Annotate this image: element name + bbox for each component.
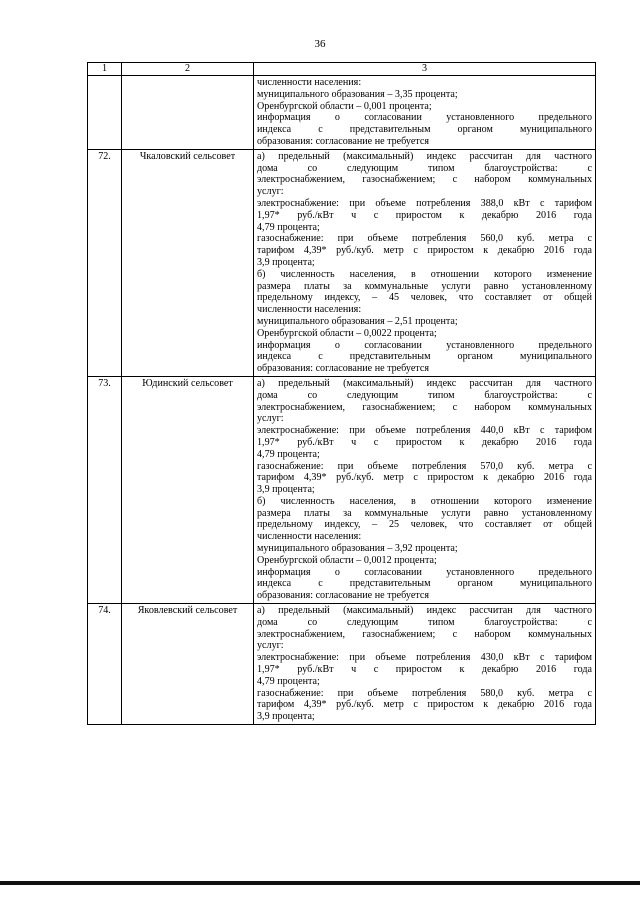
description-line: электроснабжение: при объеме потребления 440,0 кВт с тарифом [257,425,592,437]
description-line: муниципального образования – 3,35 процента; [257,88,458,100]
description-line: индекса с представительным органом муниципального [257,578,592,590]
description-line: образования: согласование не требуется [257,590,429,602]
description-line: муниципального образования – 2,51 процента; [257,315,458,327]
description-line: тарифом 4,39* руб./куб. метр с приростом к декабрю 2016 года [257,245,592,257]
description-line: численности населения: [257,531,362,543]
description-line: тарифом 4,39* руб./куб. метр с приростом к декабрю 2016 года [257,699,592,711]
description-line: размера платы за коммунальные услуги равно установленному [257,507,592,519]
municipality-name: Чкаловский сельсовет [122,149,254,376]
description-line: численности населения: [257,304,362,316]
description-line: 1,97* руб./кВт ч с приростом к декабрю 2016 года [257,436,592,448]
tariff-index-table [87,62,596,725]
description-line: Оренбургской области – 0,0022 процента; [257,327,437,339]
description-line: муниципального образования – 3,92 процента; [257,543,458,555]
description-line: а) предельный (максимальный) индекс рассчитан для частного [257,377,592,389]
row-number: 73. [88,376,122,603]
description-line: газоснабжение: при объеме потребления 570,0 куб. метра с [257,460,592,472]
description-line: 1,97* руб./кВт ч с приростом к декабрю 2016 года [257,209,592,221]
description-line: газоснабжение: при объеме потребления 580,0 куб. метра с [257,687,592,699]
description-line: тарифом 4,39* руб./куб. метр с приростом к декабрю 2016 года [257,472,592,484]
description-line: услуг: [257,640,284,652]
description-line: электроснабжением, газоснабжением; с набором коммунальных [257,174,592,186]
table-row [88,76,596,150]
description-line: информация о согласовании установленного предельного [257,112,592,124]
description-line: а) предельный (максимальный) индекс рассчитан для частного [257,150,592,162]
description-line: индекса с представительным органом муниципального [257,124,592,136]
row-number: 72. [88,149,122,376]
description-line: электроснабжение: при объеме потребления 430,0 кВт с тарифом [257,652,592,664]
description-line: 4,79 процента; [257,675,320,687]
description-line: 3,9 процента; [257,484,315,496]
description-line: Оренбургской области – 0,001 процента; [257,100,432,112]
description-line: размера платы за коммунальные услуги равно установленному [257,280,592,292]
description-line: б) численность населения, в отношении которого изменение [257,268,592,280]
description-line: предельному индексу, – 45 человек, что составляет от общей [257,292,592,304]
description-line: электроснабжением, газоснабжением; с набором коммунальных [257,401,592,413]
description-line: дома со следующим типом благоустройства: с [257,162,592,174]
description-line: услуг: [257,186,284,198]
municipality-name: Юдинский сельсовет [122,376,254,603]
index-description [254,149,596,376]
table-row [88,376,596,603]
column-number-row [88,63,596,76]
description-line: информация о согласовании установленного предельного [257,339,592,351]
index-description [254,376,596,603]
municipality-name [122,76,254,150]
description-line: 4,79 процента; [257,221,320,233]
description-line: образования: согласование не требуется [257,135,429,147]
description-line: 4,79 процента; [257,448,320,460]
description-line: а) предельный (максимальный) индекс рассчитан для частного [257,605,592,617]
column-header-3: 3 [254,63,596,76]
description-line: численности населения: [257,77,362,88]
description-line: электроснабжение: при объеме потребления 388,0 кВт с тарифом [257,197,592,209]
description-line: индекса с представительным органом муниципального [257,351,592,363]
bottom-rule [0,881,640,885]
table-row [88,149,596,376]
description-line: газоснабжение: при объеме потребления 560,0 куб. метра с [257,233,592,245]
description-line: б) численность населения, в отношении которого изменение [257,495,592,507]
description-line: 3,9 процента; [257,711,315,723]
description-line: электроснабжением, газоснабжением; с набором коммунальных [257,628,592,640]
page-number: 36 [314,38,326,50]
description-line: предельному индексу, – 25 человек, что составляет от общей [257,519,592,531]
description-line: дома со следующим типом благоустройства: с [257,616,592,628]
municipality-name: Яковлевский сельсовет [122,604,254,725]
index-description [254,76,596,150]
description-line: Оренбургской области – 0,0012 процента; [257,554,437,566]
description-line: 1,97* руб./кВт ч с приростом к декабрю 2016 года [257,664,592,676]
table-body [88,76,596,725]
index-description [254,604,596,725]
table-row [88,604,596,725]
description-line: информация о согласовании установленного предельного [257,566,592,578]
column-header-2: 2 [122,63,254,76]
description-line: 3,9 процента; [257,256,315,268]
description-line: услуг: [257,413,284,425]
description-line: дома со следующим типом благоустройства: с [257,389,592,401]
column-header-1: 1 [88,63,122,76]
row-number: 74. [88,604,122,725]
description-line: образования: согласование не требуется [257,363,429,375]
row-number [88,76,122,150]
